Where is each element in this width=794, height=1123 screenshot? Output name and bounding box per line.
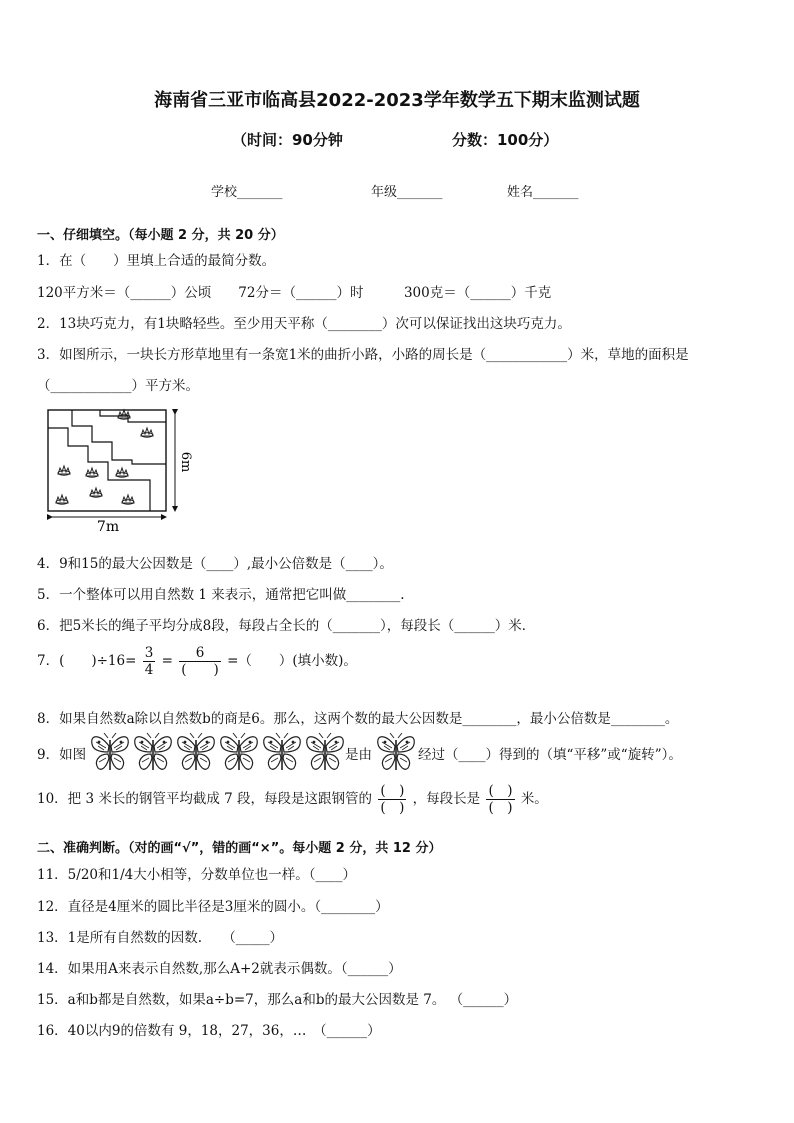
question-11: 11．5/20和1/4大小相等，分数单位也一样。（____） bbox=[37, 867, 356, 883]
question-5: 5．一个整体可以用自然数 1 来表示，通常把它叫做________. bbox=[37, 587, 405, 603]
q7-suffix: =（ ）(填小数)。 bbox=[227, 653, 357, 669]
question-9-suffix: 经过（____）得到的（填“平移”或“旋转”）。 bbox=[418, 747, 682, 763]
fraction-blank: $\frac{( )}{( )}$ bbox=[488, 783, 513, 816]
question-9-mid: 是由 bbox=[345, 747, 372, 763]
equals-sign: = bbox=[161, 653, 173, 669]
q7-prefix: 7．( )÷16= bbox=[37, 653, 137, 669]
exam-score: 分数：100分） bbox=[452, 131, 559, 149]
question-7 bbox=[37, 645, 357, 678]
q10-suffix: 米。 bbox=[520, 791, 548, 807]
butterfly-icon bbox=[376, 732, 416, 774]
question-13: 13．1是所有自然数的因数. （_____） bbox=[37, 930, 284, 946]
height-label: 6m bbox=[178, 451, 193, 473]
grade-field: 年级_______ bbox=[371, 185, 443, 200]
question-9-prefix: 9．如图 bbox=[37, 747, 87, 763]
butterfly-icon bbox=[176, 732, 216, 774]
q10-mid: ，每段长是 bbox=[412, 791, 481, 807]
section-heading-1: 一、仔细填空。（每小题 2 分，共 20 分） bbox=[37, 228, 284, 243]
school-field: 学校_______ bbox=[211, 185, 283, 200]
exam-time: （时间：90分钟 bbox=[232, 131, 343, 149]
butterfly-icon bbox=[90, 732, 130, 774]
page-title: 海南省三亚市临高县2022-2023学年数学五下期末监测试题 bbox=[154, 90, 640, 111]
question-14: 14．如果用A来表示自然数,那么A+2就表示偶数。（______） bbox=[37, 961, 402, 977]
butterfly-icon bbox=[262, 732, 302, 774]
question-15: 15．a和b都是自然数，如果a÷b=7，那么a和b的最大公因数是 7。 （______） bbox=[37, 992, 518, 1008]
fraction-6-blank: $\frac{6}{( )}$ bbox=[181, 645, 219, 678]
question-10 bbox=[37, 783, 548, 816]
butterfly-icon bbox=[133, 732, 173, 774]
butterfly-icon bbox=[305, 732, 345, 774]
question-1-items: 120平方米＝（______）公顷 72分＝（______）时 300克＝（______）千克 bbox=[37, 285, 552, 301]
name-field: 姓名_______ bbox=[507, 185, 579, 200]
question-3-line2: （____________）平方米。 bbox=[37, 378, 199, 394]
question-8: 8．如果自然数a除以自然数b的商是6。那么，这两个数的最大公因数是________，最小公倍数是________。 bbox=[37, 711, 679, 727]
question-2: 2．13块巧克力，有1块略轻些。至少用天平称（________）次可以保证找出这块巧克力。 bbox=[37, 316, 571, 332]
question-12: 12．直径是4厘米的圆比半径是3厘米的圆小。（________） bbox=[37, 899, 389, 915]
question-6: 6．把5米长的绳子平均分成8段，每段占全长的（_______），每段长（______）米． bbox=[37, 618, 536, 634]
question-4: 4．9和15的最大公因数是（____）,最小公倍数是（____）。 bbox=[37, 556, 393, 572]
lawn-path-figure bbox=[40, 404, 200, 536]
fraction-blank: $\frac{( )}{( )}$ bbox=[380, 783, 405, 816]
question-3-line1: 3．如图所示，一块长方形草地里有一条宽1米的曲折小路，小路的周长是（____________）米，草地的面积是 bbox=[37, 347, 689, 363]
grass-tuft-icon bbox=[56, 410, 153, 504]
question-1: 1．在（ ）里填上合适的最简分数。 bbox=[37, 253, 276, 269]
q10-prefix: 10．把 3 米长的钢管平均截成 7 段，每段是这跟钢管的 bbox=[37, 791, 373, 807]
butterfly-icon bbox=[219, 732, 259, 774]
fraction-3-4: $\frac{3}{4}$ bbox=[144, 645, 154, 678]
width-label: 7m bbox=[96, 519, 120, 535]
section-heading-2: 二、准确判断。（对的画“√”，错的画“×”。每小题 2 分，共 12 分） bbox=[37, 841, 442, 856]
question-16: 16．40以内9的倍数有 9，18，27，36，… （______） bbox=[37, 1023, 381, 1039]
